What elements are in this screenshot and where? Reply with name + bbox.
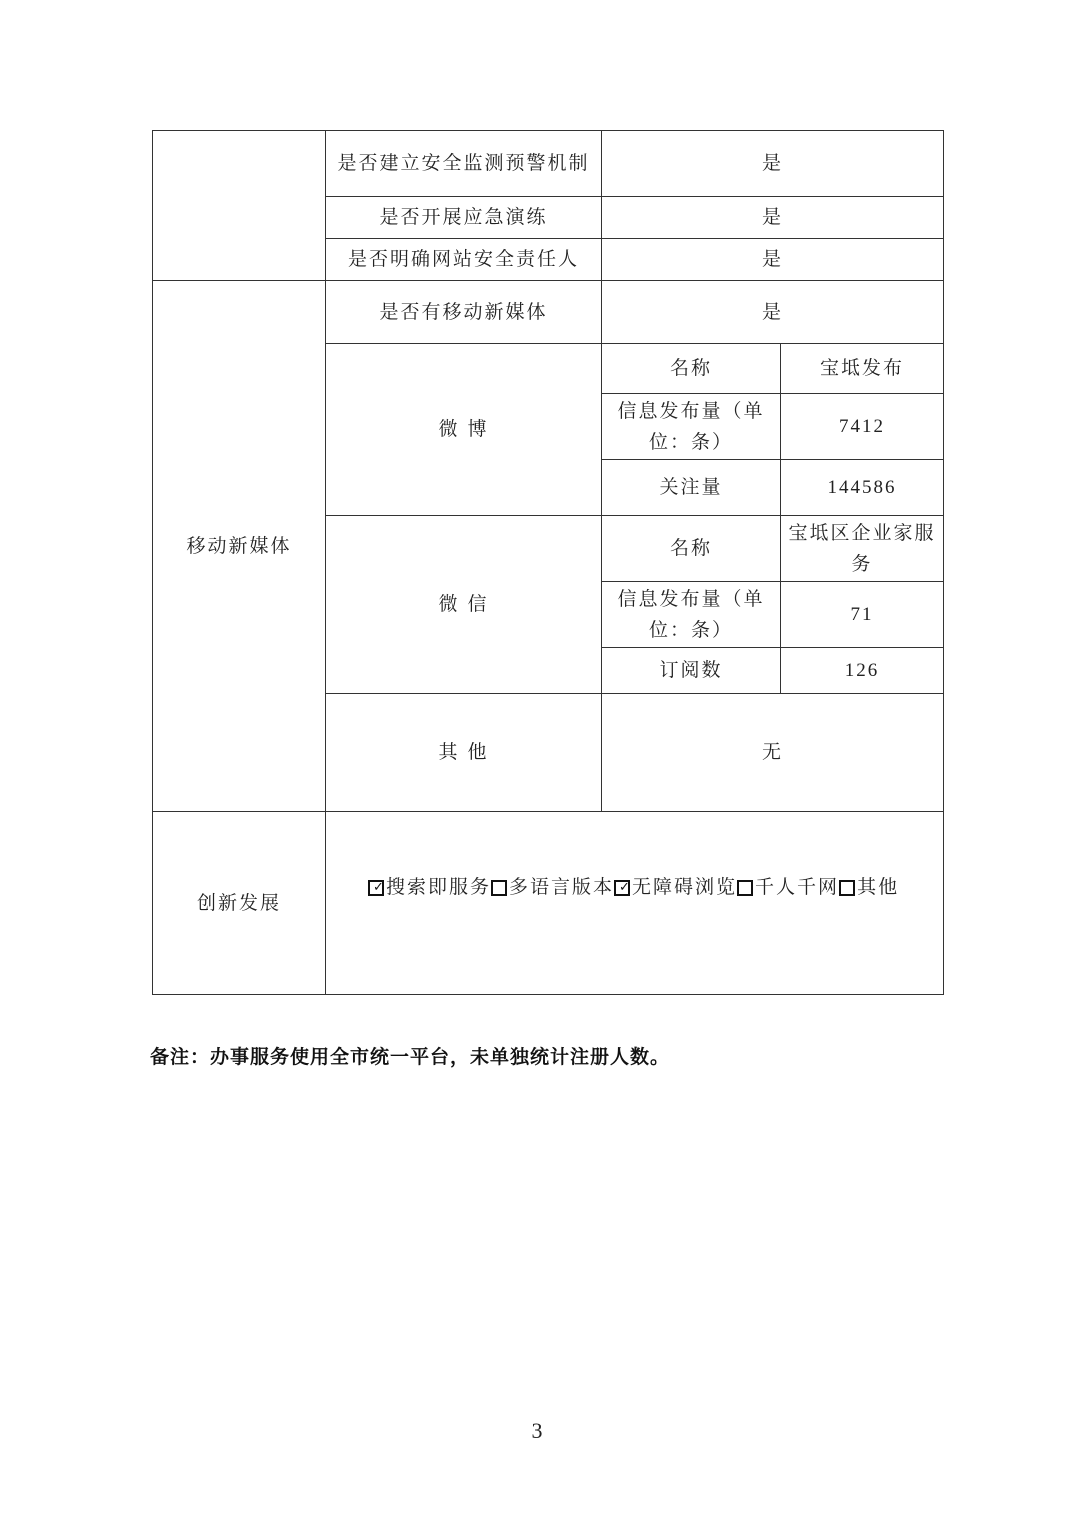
row-label-has-mobile: 是否有移动新媒体 — [326, 281, 602, 344]
other-value: 无 — [602, 694, 944, 812]
checkbox-accessibility[interactable] — [614, 880, 630, 896]
option-search-service — [368, 872, 491, 903]
checkbox-personalized[interactable] — [737, 880, 753, 896]
option-label: 其他 — [857, 876, 900, 898]
wechat-posts-label: 信息发布量（单位：条） — [602, 582, 781, 648]
row-label-responsible: 是否明确网站安全责任人 — [326, 239, 602, 281]
weibo-name-value: 宝坻发布 — [781, 344, 944, 394]
wechat-name-value: 宝坻区企业家服务 — [781, 516, 944, 582]
option-accessibility — [614, 872, 737, 903]
checkbox-other[interactable] — [839, 880, 855, 896]
option-personalized — [737, 872, 839, 903]
other-label: 其 他 — [326, 694, 602, 812]
security-section-cell — [153, 131, 326, 281]
option-label: 无障碍浏览 — [632, 876, 738, 898]
checkbox-search-service[interactable] — [368, 880, 384, 896]
wechat-name-label: 名称 — [602, 516, 781, 582]
checkbox-multilingual[interactable] — [491, 880, 507, 896]
statistics-table — [152, 130, 944, 995]
wechat-subscribers-value: 126 — [781, 648, 944, 694]
option-label: 多语言版本 — [509, 876, 615, 898]
row-label-monitoring: 是否建立安全监测预警机制 — [326, 131, 602, 197]
footnote: 备注：办事服务使用全市统一平台，未单独统计注册人数。 — [150, 1046, 671, 1068]
weibo-posts-value: 7412 — [781, 394, 944, 460]
row-value-has-mobile: 是 — [602, 281, 944, 344]
row-value-drill: 是 — [602, 197, 944, 239]
row-label-drill: 是否开展应急演练 — [326, 197, 602, 239]
check-icon: ✓ — [619, 879, 630, 895]
weibo-followers-value: 144586 — [781, 460, 944, 516]
innovation-options — [326, 812, 944, 995]
weibo-posts-label: 信息发布量（单位：条） — [602, 394, 781, 460]
wechat-posts-value: 71 — [781, 582, 944, 648]
innovation-section-label: 创新发展 — [153, 812, 326, 995]
option-label: 千人千网 — [755, 876, 840, 898]
mobile-section-label: 移动新媒体 — [153, 281, 326, 812]
page-number: 3 — [531, 1418, 543, 1443]
row-value-responsible: 是 — [602, 239, 944, 281]
option-multilingual — [491, 872, 614, 903]
wechat-subscribers-label: 订阅数 — [602, 648, 781, 694]
option-label: 搜索即服务 — [386, 876, 492, 898]
wechat-label: 微 信 — [326, 516, 602, 694]
check-icon: ✓ — [373, 879, 384, 895]
option-other — [839, 872, 899, 903]
weibo-label: 微 博 — [326, 344, 602, 516]
row-value-monitoring: 是 — [602, 131, 944, 197]
weibo-name-label: 名称 — [602, 344, 781, 394]
weibo-followers-label: 关注量 — [602, 460, 781, 516]
